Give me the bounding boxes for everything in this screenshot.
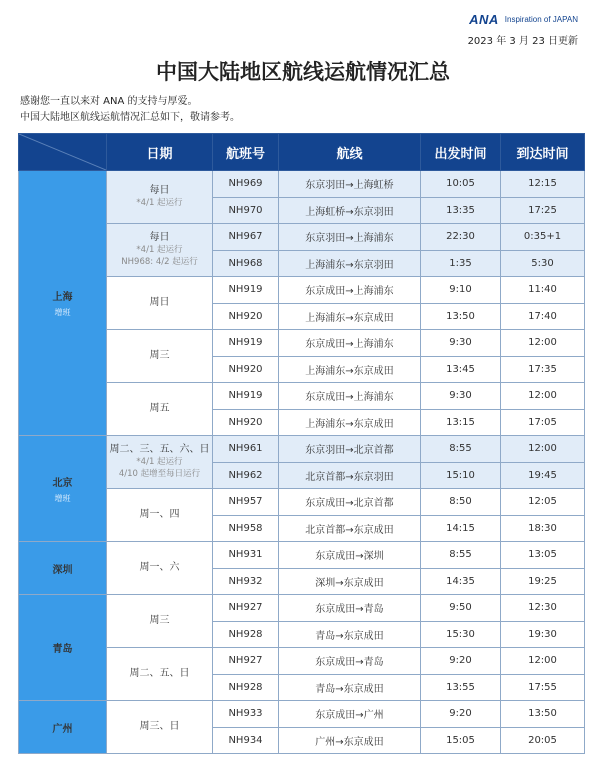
route: 东京成田→上海浦东 xyxy=(279,383,421,410)
table-body xyxy=(19,171,585,754)
flight-number: NH920 xyxy=(213,409,279,436)
route: 北京首都→东京羽田 xyxy=(279,462,421,489)
route: 上海浦东→东京成田 xyxy=(279,409,421,436)
flight-number: NH969 xyxy=(213,171,279,198)
arrival-time: 19:45 xyxy=(501,462,585,489)
city-name: 上海 xyxy=(52,292,73,303)
departure-time: 13:45 xyxy=(421,356,501,383)
departure-time: 8:50 xyxy=(421,489,501,516)
arrival-time: 12:00 xyxy=(501,383,585,410)
route: 北京首都→东京成田 xyxy=(279,515,421,542)
arrival-time: 12:00 xyxy=(501,648,585,675)
arrival-time: 12:00 xyxy=(501,330,585,357)
diagonal-divider xyxy=(19,134,106,170)
departure-time: 13:15 xyxy=(421,409,501,436)
route: 东京羽田→北京首都 xyxy=(279,436,421,463)
route: 东京成田→上海浦东 xyxy=(279,277,421,304)
flight-number: NH919 xyxy=(213,383,279,410)
intro-line: 中国大陆地区航线运航情况汇总如下，敬请参考。 xyxy=(20,112,240,123)
departure-time: 15:05 xyxy=(421,727,501,754)
update-date: 2023 年 3 月 23 日更新 xyxy=(467,36,578,47)
city-name: 广州 xyxy=(52,723,73,735)
departure-time: 22:30 xyxy=(421,224,501,251)
arrival-time: 18:30 xyxy=(501,515,585,542)
table-row xyxy=(19,171,585,198)
city-name: 北京 xyxy=(52,477,73,489)
city-name: 青岛 xyxy=(52,644,73,655)
departure-time: 10:05 xyxy=(421,171,501,198)
arrival-time: 12:05 xyxy=(501,489,585,516)
flight-number: NH967 xyxy=(213,224,279,251)
city-tag: 增班 xyxy=(54,493,71,503)
operating-days-cell xyxy=(107,701,213,754)
arrival-time: 17:40 xyxy=(501,303,585,330)
arrival-time: 5:30 xyxy=(501,250,585,277)
departure-time: 8:55 xyxy=(421,436,501,463)
flight-number: NH932 xyxy=(213,568,279,595)
route: 青岛→东京成田 xyxy=(279,621,421,648)
flight-number: NH968 xyxy=(213,250,279,277)
flight-number: NH928 xyxy=(213,621,279,648)
arrival-time: 17:55 xyxy=(501,674,585,701)
page-title: 中国大陆地区航线运航情况汇总 xyxy=(156,60,450,84)
arrival-time: 0:35+1 xyxy=(501,224,585,251)
departure-time: 9:30 xyxy=(421,330,501,357)
operating-days-cell xyxy=(107,436,213,489)
flight-number: NH928 xyxy=(213,674,279,701)
operating-days-cell xyxy=(107,277,213,330)
route: 东京成田→广州 xyxy=(279,701,421,728)
intro-text xyxy=(20,94,240,126)
arrival-time: 12:30 xyxy=(501,595,585,622)
arrival-time: 13:05 xyxy=(501,542,585,569)
arrival-time: 12:00 xyxy=(501,436,585,463)
arrival-time: 17:35 xyxy=(501,356,585,383)
departure-time: 9:30 xyxy=(421,383,501,410)
operating-days-cell xyxy=(107,595,213,648)
route: 上海浦东→东京羽田 xyxy=(279,250,421,277)
route: 东京羽田→上海浦东 xyxy=(279,224,421,251)
header-arrival: 到达时间 xyxy=(501,134,585,171)
intro-line: 感谢您一直以来对 ANA 的支持与厚爱。 xyxy=(20,96,198,107)
city-tag: 增班 xyxy=(54,308,71,317)
table-row xyxy=(19,436,585,463)
flight-number: NH970 xyxy=(213,197,279,224)
ana-logo xyxy=(469,12,578,27)
operating-days-cell xyxy=(107,383,213,436)
table-row xyxy=(19,542,585,569)
flight-schedule-table xyxy=(18,133,585,754)
departure-time: 13:35 xyxy=(421,197,501,224)
table-row xyxy=(19,595,585,622)
flight-number: NH957 xyxy=(213,489,279,516)
departure-time: 14:15 xyxy=(421,515,501,542)
departure-time: 9:50 xyxy=(421,595,501,622)
city-cell xyxy=(19,542,107,595)
route: 东京成田→青岛 xyxy=(279,595,421,622)
route: 上海虹桥→东京羽田 xyxy=(279,197,421,224)
flight-number: NH962 xyxy=(213,462,279,489)
route: 上海浦东→东京成田 xyxy=(279,356,421,383)
header-corner-cell xyxy=(19,134,107,171)
arrival-time: 20:05 xyxy=(501,727,585,754)
operating-days-cell xyxy=(107,330,213,383)
table-row xyxy=(19,701,585,728)
flight-number: NH958 xyxy=(213,515,279,542)
departure-time: 15:30 xyxy=(421,621,501,648)
flight-number: NH961 xyxy=(213,436,279,463)
city-cell xyxy=(19,436,107,542)
schedule-note: *4/1 起运行 xyxy=(136,457,183,467)
operating-days: 周三 xyxy=(149,615,170,626)
flight-number: NH920 xyxy=(213,303,279,330)
route: 东京成田→深圳 xyxy=(279,542,421,569)
route: 广州→东京成田 xyxy=(279,727,421,754)
header-date: 日期 xyxy=(107,134,213,171)
route: 深圳→东京成田 xyxy=(279,568,421,595)
flight-number: NH927 xyxy=(213,648,279,675)
flight-number: NH920 xyxy=(213,356,279,383)
departure-time: 13:55 xyxy=(421,674,501,701)
header-departure: 出发时间 xyxy=(421,134,501,171)
arrival-time: 11:40 xyxy=(501,277,585,304)
schedule-note: *4/1 起运行 xyxy=(136,245,183,255)
arrival-time: 17:25 xyxy=(501,197,585,224)
operating-days: 周二、三、五、六、日 xyxy=(109,444,210,455)
operating-days-cell xyxy=(107,489,213,542)
arrival-time: 17:05 xyxy=(501,409,585,436)
arrival-time: 13:50 xyxy=(501,701,585,728)
operating-days: 周三、日 xyxy=(139,721,180,732)
operating-days: 周五 xyxy=(149,403,170,414)
schedule-note: NH968: 4/2 起运行 xyxy=(121,257,198,267)
route: 青岛→东京成田 xyxy=(279,674,421,701)
operating-days-cell xyxy=(107,648,213,701)
route: 东京羽田→上海虹桥 xyxy=(279,171,421,198)
operating-days-cell xyxy=(107,171,213,224)
city-cell xyxy=(19,595,107,701)
route: 东京成田→青岛 xyxy=(279,648,421,675)
logo-mark: ANA xyxy=(469,12,499,27)
schedule-note: 4/10 起增至每日运行 xyxy=(118,469,201,479)
city-cell xyxy=(19,701,107,754)
departure-time: 15:10 xyxy=(421,462,501,489)
route: 东京成田→北京首都 xyxy=(279,489,421,516)
operating-days: 每日 xyxy=(149,185,170,196)
flight-number: NH931 xyxy=(213,542,279,569)
operating-days-cell xyxy=(107,542,213,595)
arrival-time: 12:15 xyxy=(501,171,585,198)
header-route: 航线 xyxy=(279,134,421,171)
arrival-time: 19:25 xyxy=(501,568,585,595)
departure-time: 1:35 xyxy=(421,250,501,277)
operating-days: 周二、五、日 xyxy=(129,668,190,679)
operating-days: 周一、四 xyxy=(139,509,180,520)
operating-days: 周日 xyxy=(149,297,170,308)
departure-time: 13:50 xyxy=(421,303,501,330)
operating-days: 周一、六 xyxy=(139,562,180,573)
table-header-row xyxy=(19,134,585,171)
operating-days-cell xyxy=(107,224,213,277)
departure-time: 8:55 xyxy=(421,542,501,569)
schedule-note: *4/1 起运行 xyxy=(136,198,183,208)
flight-number: NH919 xyxy=(213,330,279,357)
flight-number: NH919 xyxy=(213,277,279,304)
flight-number: NH934 xyxy=(213,727,279,754)
header-flight-number: 航班号 xyxy=(213,134,279,171)
departure-time: 9:20 xyxy=(421,648,501,675)
logo-tagline: Inspiration of JAPAN xyxy=(504,15,578,24)
city-name: 深圳 xyxy=(52,564,73,576)
city-cell xyxy=(19,171,107,436)
flight-number: NH933 xyxy=(213,701,279,728)
flight-number: NH927 xyxy=(213,595,279,622)
departure-time: 9:20 xyxy=(421,701,501,728)
departure-time: 9:10 xyxy=(421,277,501,304)
arrival-time: 19:30 xyxy=(501,621,585,648)
route: 上海浦东→东京成田 xyxy=(279,303,421,330)
operating-days: 每日 xyxy=(149,232,170,243)
route: 东京成田→上海浦东 xyxy=(279,330,421,357)
operating-days: 周三 xyxy=(149,350,170,361)
departure-time: 14:35 xyxy=(421,568,501,595)
